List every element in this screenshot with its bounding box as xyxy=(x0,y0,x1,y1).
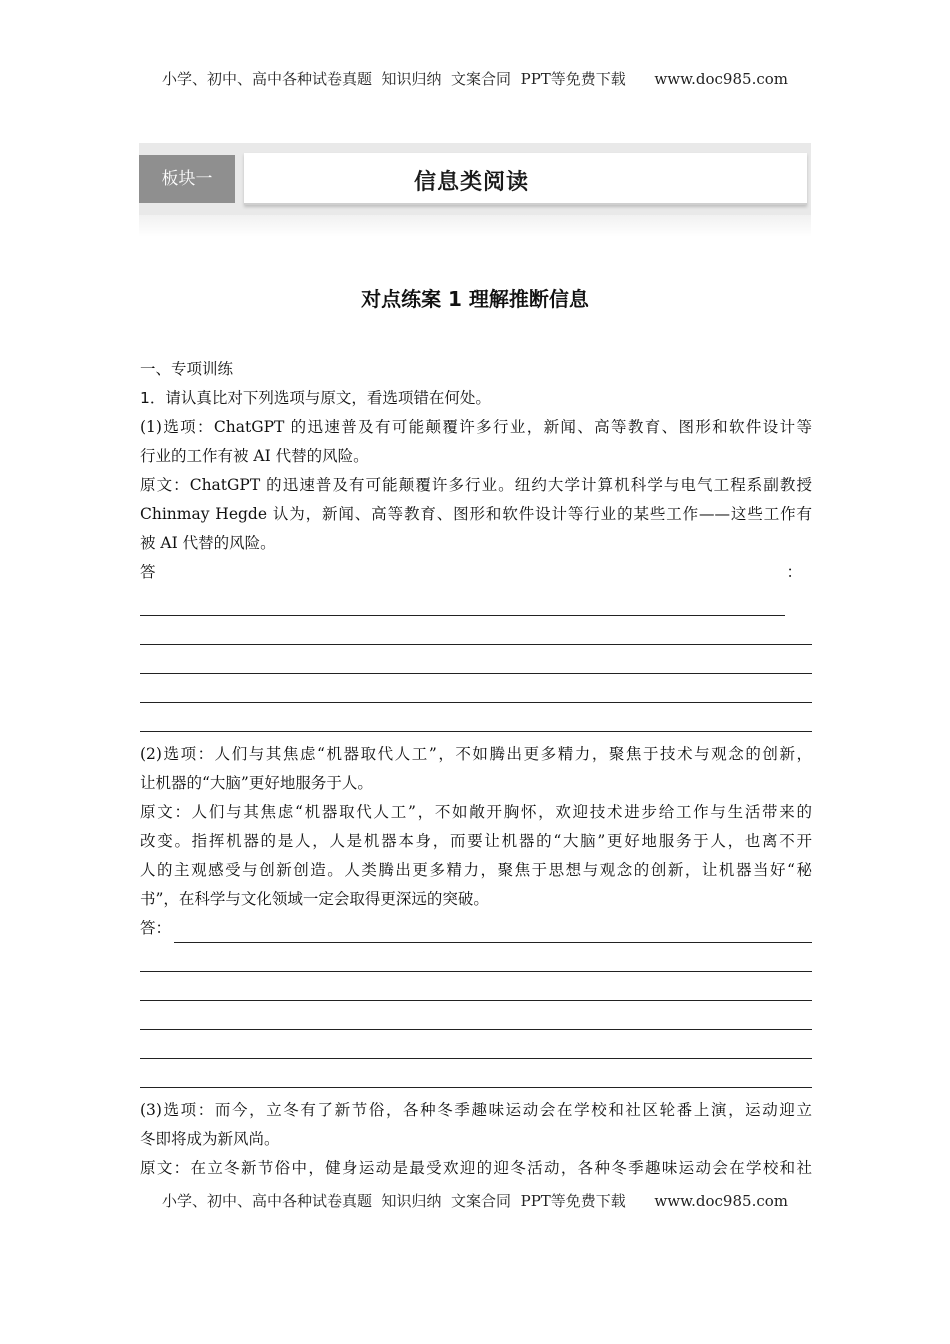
q1-source-line: Chinmay Hegde 认为，新闻、高等教育、图形和软件设计等行业的某些工作——这些工作有 xyxy=(140,505,812,523)
answer-label: 答： xyxy=(140,919,172,937)
q2-source-line: 书”，在科学与文化领域一定会取得更深远的突破。 xyxy=(140,890,489,908)
banner-shadow xyxy=(139,215,811,237)
q3-source-line: 原文：在立冬新节俗中，健身运动是最受欢迎的迎冬活动，各种冬季趣味运动会在学校和社 xyxy=(140,1159,812,1177)
q3-option-line: (3)选项：而今，立冬有了新节俗，各种冬季趣味运动会在学校和社区轮番上演，运动迎立 xyxy=(140,1101,812,1119)
q2-source-line: 人的主观感受与创新创造。人类腾出更多精力，聚焦于思想与观念的创新，让机器当好“秘 xyxy=(140,861,812,879)
answer-line[interactable] xyxy=(140,972,812,1001)
answer-line[interactable] xyxy=(140,674,812,703)
answer-line[interactable] xyxy=(174,914,812,943)
q2-option-line: 让机器的“大脑”更好地服务于人。 xyxy=(140,774,373,792)
section-title: 信息类阅读 xyxy=(414,169,530,195)
q1-source-line: 被 AI 代替的风险。 xyxy=(140,534,276,552)
q1-source-line: 原文：ChatGPT 的迅速普及有可能颠覆许多行业。纽约大学计算机科学与电气工程系副教授 xyxy=(140,476,812,494)
answer-line[interactable] xyxy=(140,703,812,732)
answer-colon: ： xyxy=(786,563,802,581)
page-title: 对点练案 1 理解推断信息 xyxy=(361,287,589,311)
answer-line[interactable] xyxy=(140,1001,812,1030)
q1-answer-row xyxy=(140,558,812,587)
section-title-box xyxy=(244,153,807,205)
exercise-content xyxy=(140,355,812,1183)
page-header: 小学、初中、高中各种试卷真题 知识归纳 文案合同 PPT等免费下载 www.doc985.com xyxy=(161,70,788,88)
answer-line[interactable] xyxy=(140,1030,812,1059)
q2-source-line: 改变。指挥机器的是人，人是机器本身，而要让机器的“大脑”更好地服务于人，也离不开 xyxy=(140,832,812,850)
q2-answer-row xyxy=(140,914,812,943)
q3-option-line: 冬即将成为新风尚。 xyxy=(140,1130,280,1148)
answer-line[interactable] xyxy=(140,616,812,645)
answer-line[interactable] xyxy=(140,645,812,674)
instruction: 1．请认真比对下列选项与原文，看选项错在何处。 xyxy=(140,389,491,407)
section-heading: 一、专项训练 xyxy=(140,360,234,378)
section-tag: 板块一 xyxy=(139,155,235,203)
page-footer: 小学、初中、高中各种试卷真题 知识归纳 文案合同 PPT等免费下载 www.doc985.com xyxy=(161,1192,788,1210)
answer-label: 答 xyxy=(140,563,156,581)
q1-option-line: (1)选项：ChatGPT 的迅速普及有可能颠覆许多行业，新闻、高等教育、图形和软件设计等 xyxy=(140,418,812,436)
answer-line[interactable] xyxy=(140,587,785,616)
q2-option-line: (2)选项：人们与其焦虑“机器取代人工”，不如腾出更多精力，聚焦于技术与观念的创新， xyxy=(140,745,812,763)
q2-source-line: 原文：人们与其焦虑“机器取代人工”，不如敞开胸怀，欢迎技术进步给工作与生活带来的 xyxy=(140,803,812,821)
q1-option-line: 行业的工作有被 AI 代替的风险。 xyxy=(140,447,369,465)
answer-line[interactable] xyxy=(140,1059,812,1088)
answer-line[interactable] xyxy=(140,943,812,972)
